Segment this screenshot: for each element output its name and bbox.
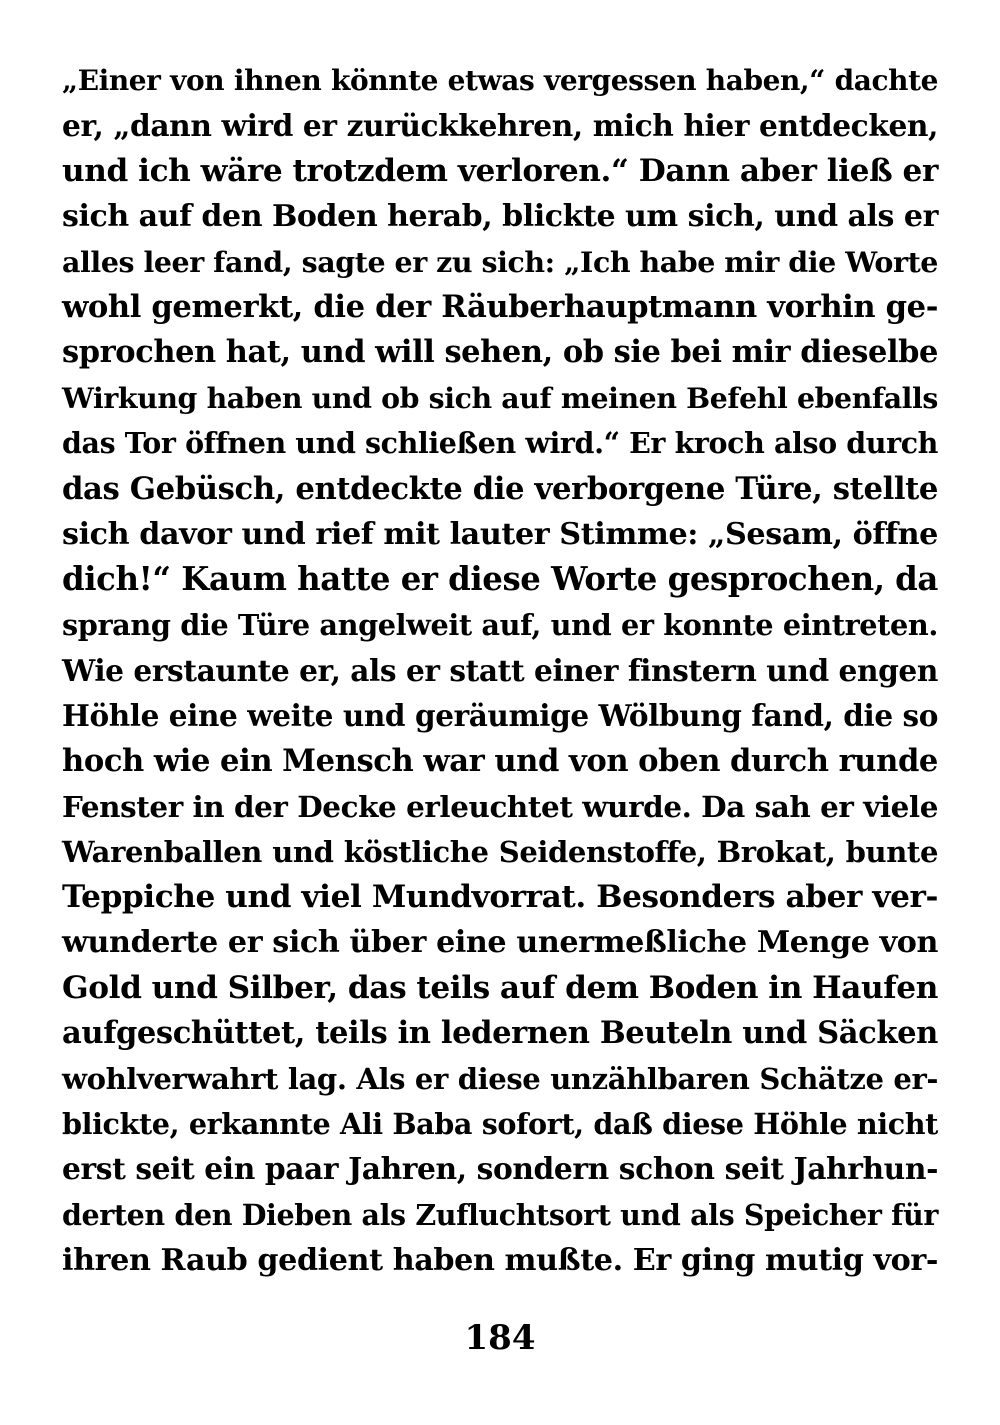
text-line: sprang die Türe angelweit auf, und er konnte eintreten. bbox=[62, 607, 938, 642]
text-line: ihren Raub gedient haben mußte. Er ging mutig vor- bbox=[62, 1243, 938, 1279]
text-line: wunderte er sich über eine unermeßliche Menge von bbox=[62, 925, 938, 961]
page-number: 184 bbox=[464, 1318, 536, 1358]
text-line: Wie erstaunte er, als er statt einer finstern und engen bbox=[62, 653, 938, 689]
text-line: Warenballen und köstliche Seidenstoffe, Brokat, bunte bbox=[62, 834, 938, 869]
text-line: hoch wie ein Mensch war und von oben durch runde bbox=[62, 742, 938, 779]
body-text bbox=[62, 58, 938, 1284]
text-line: und ich wäre trotzdem verloren.“ Dann aber ließ er bbox=[62, 152, 938, 189]
text-line: blickte, erkannte Ali Baba sofort, daß diese Höhle nicht bbox=[62, 1106, 938, 1141]
text-line: derten den Dieben als Zufluchtsort und als Speicher für bbox=[62, 1197, 938, 1232]
text-line: aufgeschüttet, teils in ledernen Beuteln und Säcken bbox=[62, 1015, 938, 1052]
text-line: wohl gemerkt, die der Räuberhauptmann vorhin ge- bbox=[62, 288, 938, 325]
text-line: alles leer fand, sagte er zu sich: „Ich habe mir die Worte bbox=[62, 244, 938, 279]
text-line: er, „dann wird er zurückkehren, mich hier entdecken, bbox=[62, 108, 938, 144]
text-line: wohlverwahrt lag. Als er diese unzählbaren Schätze er- bbox=[62, 1061, 938, 1096]
text-line: dich!“ Kaum hatte er diese Worte gesprochen, da bbox=[62, 560, 938, 599]
text-line: das Tor öffnen und schließen wird.“ Er kroch also durch bbox=[62, 426, 938, 461]
text-line: erst seit ein paar Jahren, sondern schon seit Jahrhun- bbox=[62, 1152, 938, 1188]
text-line: Teppiche und viel Mundvorrat. Besonders aber ver- bbox=[62, 879, 938, 916]
text-line: Gold und Silber, das teils auf dem Boden in Haufen bbox=[62, 969, 938, 1006]
text-line: sich auf den Boden herab, blickte um sich, und als er bbox=[62, 199, 938, 235]
text-line: das Gebüsch, entdeckte die verborgene Türe, stellte bbox=[62, 470, 938, 507]
text-line: Wirkung haben und ob sich auf meinen Befehl ebenfalls bbox=[62, 380, 938, 415]
text-line: „Einer von ihnen könnte etwas vergessen haben,“ dachte bbox=[62, 64, 938, 97]
text-line: Höhle eine weite und geräumige Wölbung fand, die so bbox=[62, 698, 938, 734]
text-line: sprochen hat, und will sehen, ob sie bei mir dieselbe bbox=[62, 334, 938, 371]
text-line: sich davor und rief mit lauter Stimme: „Sesam, öffne bbox=[62, 516, 938, 552]
text-line: Fenster in der Decke erleuchtet wurde. Da sah er viele bbox=[62, 789, 938, 825]
